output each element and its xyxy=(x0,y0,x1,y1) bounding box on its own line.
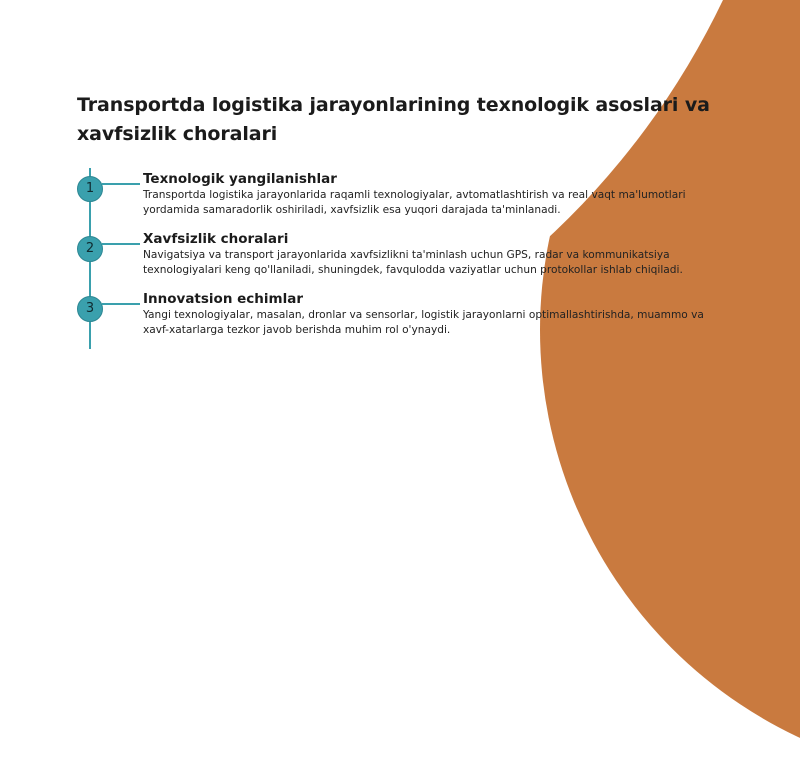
item-title-1: Texnologik yangilanishlar xyxy=(143,171,337,187)
item-text-2: Navigatsiya va transport jarayonlarida xavfsizlikni ta'minlash uchun GPS, radar va kommunikatsiya texnologiyalari keng qo'llaniladi, shuningdek, favqulodda vaziyatlar uchun protokollar ishlab chiqiladi. xyxy=(143,249,683,276)
slide-title: Transportda logistika jarayonlarining texnologik asoslari va xavfsizlik choralari xyxy=(77,94,710,145)
step-connector-2 xyxy=(102,243,140,245)
item-title-2: Xavfsizlik choralari xyxy=(143,231,289,247)
item-text-1: Transportda logistika jarayonlarida raqamli texnologiyalar, avtomatlashtirish va real vaqt ma'lumotlari yordamida samaradorlik oshiriladi, xavfsizlik esa yuqori darajada ta'minlanadi. xyxy=(143,189,686,216)
step-number-2: 2 xyxy=(77,236,103,262)
step-connector-3 xyxy=(102,303,140,305)
step-number-3: 3 xyxy=(77,296,103,322)
step-number-1: 1 xyxy=(77,176,103,202)
item-text-3: Yangi texnologiyalar, masalan, dronlar va sensorlar, logistik jarayonlarni optimallashtirishda, muammo va xavf-xatarlarga tezkor javob berishda muhim rol o'ynaydi. xyxy=(143,309,704,336)
item-title-3: Innovatsion echimlar xyxy=(143,291,303,307)
step-connector-1 xyxy=(102,183,140,185)
